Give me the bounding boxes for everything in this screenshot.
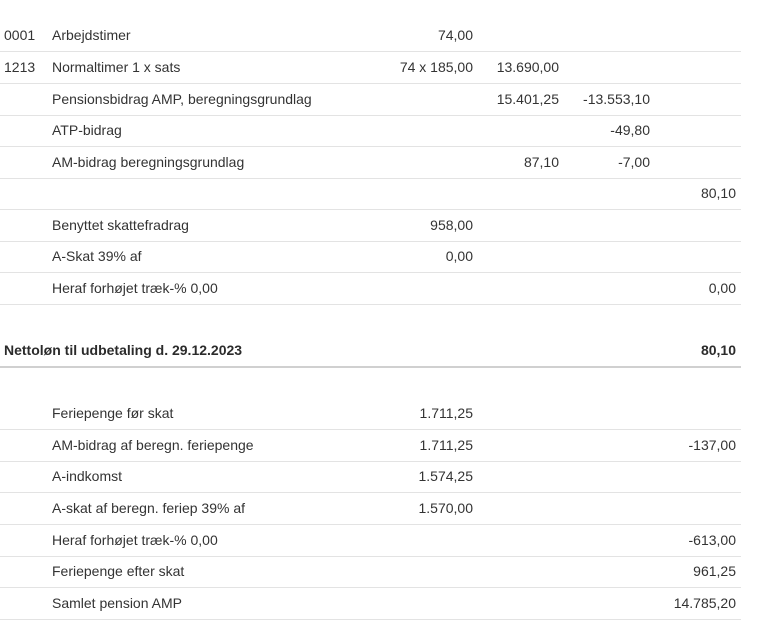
table-row [0,147,741,179]
table-row [0,461,741,493]
wage-code: 0001 [4,27,36,43]
net-pay-value: 80,10 [700,342,736,358]
net-pay-row [0,335,741,368]
line-description: Arbejdstimer [52,27,131,43]
line-quantity: 1.711,25 [419,405,473,421]
line-description: Normaltimer 1 x sats [52,59,181,75]
table-row [0,493,741,525]
table-row [0,398,741,429]
table-row [0,588,741,620]
line-total: -613,00 [688,532,736,548]
line-quantity: 74 x 185,00 [399,59,473,75]
line-quantity: 0,00 [445,248,473,264]
table-row [0,241,741,273]
line-total: 0,00 [708,280,736,296]
table-row [0,20,741,52]
line-total: -137,00 [688,437,736,453]
line-description: Benyttet skattefradrag [52,217,189,233]
table-row [0,115,741,147]
line-subtotal: 80,10 [700,185,736,201]
table-row [0,210,741,242]
line-quantity: 1.570,00 [418,500,473,516]
line-description: AM-bidrag beregningsgrundlag [52,154,245,170]
line-basis: 87,10 [523,154,559,170]
line-basis: 15.401,25 [496,91,559,107]
line-description: Feriepenge før skat [52,405,174,421]
wage-code: 1213 [4,59,36,75]
line-description: AM-bidrag af beregn. feriepenge [52,437,254,453]
line-deduction: -49,80 [610,122,650,138]
table-row [0,273,741,305]
line-description: Heraf forhøjet træk-% 0,00 [52,532,218,548]
line-description: Samlet pension AMP [52,595,182,611]
line-quantity: 958,00 [430,217,473,233]
line-total: 14.785,20 [673,595,736,611]
line-description: Heraf forhøjet træk-% 0,00 [52,280,218,296]
table-row [0,430,741,462]
line-description: ATP-bidrag [52,122,122,138]
line-quantity: 74,00 [437,27,473,43]
line-description: Pensionsbidrag AMP, beregningsgrundlag [52,91,312,107]
line-deduction: -7,00 [618,154,650,170]
line-quantity: 1.711,25 [419,437,473,453]
table-row [0,84,741,116]
table-row [0,556,741,588]
table-row [0,178,741,210]
line-description: A-skat af beregn. feriep 39% af [52,500,245,516]
line-description: A-Skat 39% af [52,248,142,264]
line-quantity: 1.574,25 [418,468,473,484]
line-total: 961,25 [693,563,736,579]
table-row [0,52,741,84]
line-description: Feriepenge efter skat [52,563,185,579]
line-amount: 13.690,00 [496,59,559,75]
line-description: A-indkomst [52,468,123,484]
net-pay-label: Nettoløn til udbetaling d. 29.12.2023 [4,342,243,358]
line-deduction: -13.553,10 [583,91,650,107]
table-row [0,525,741,557]
